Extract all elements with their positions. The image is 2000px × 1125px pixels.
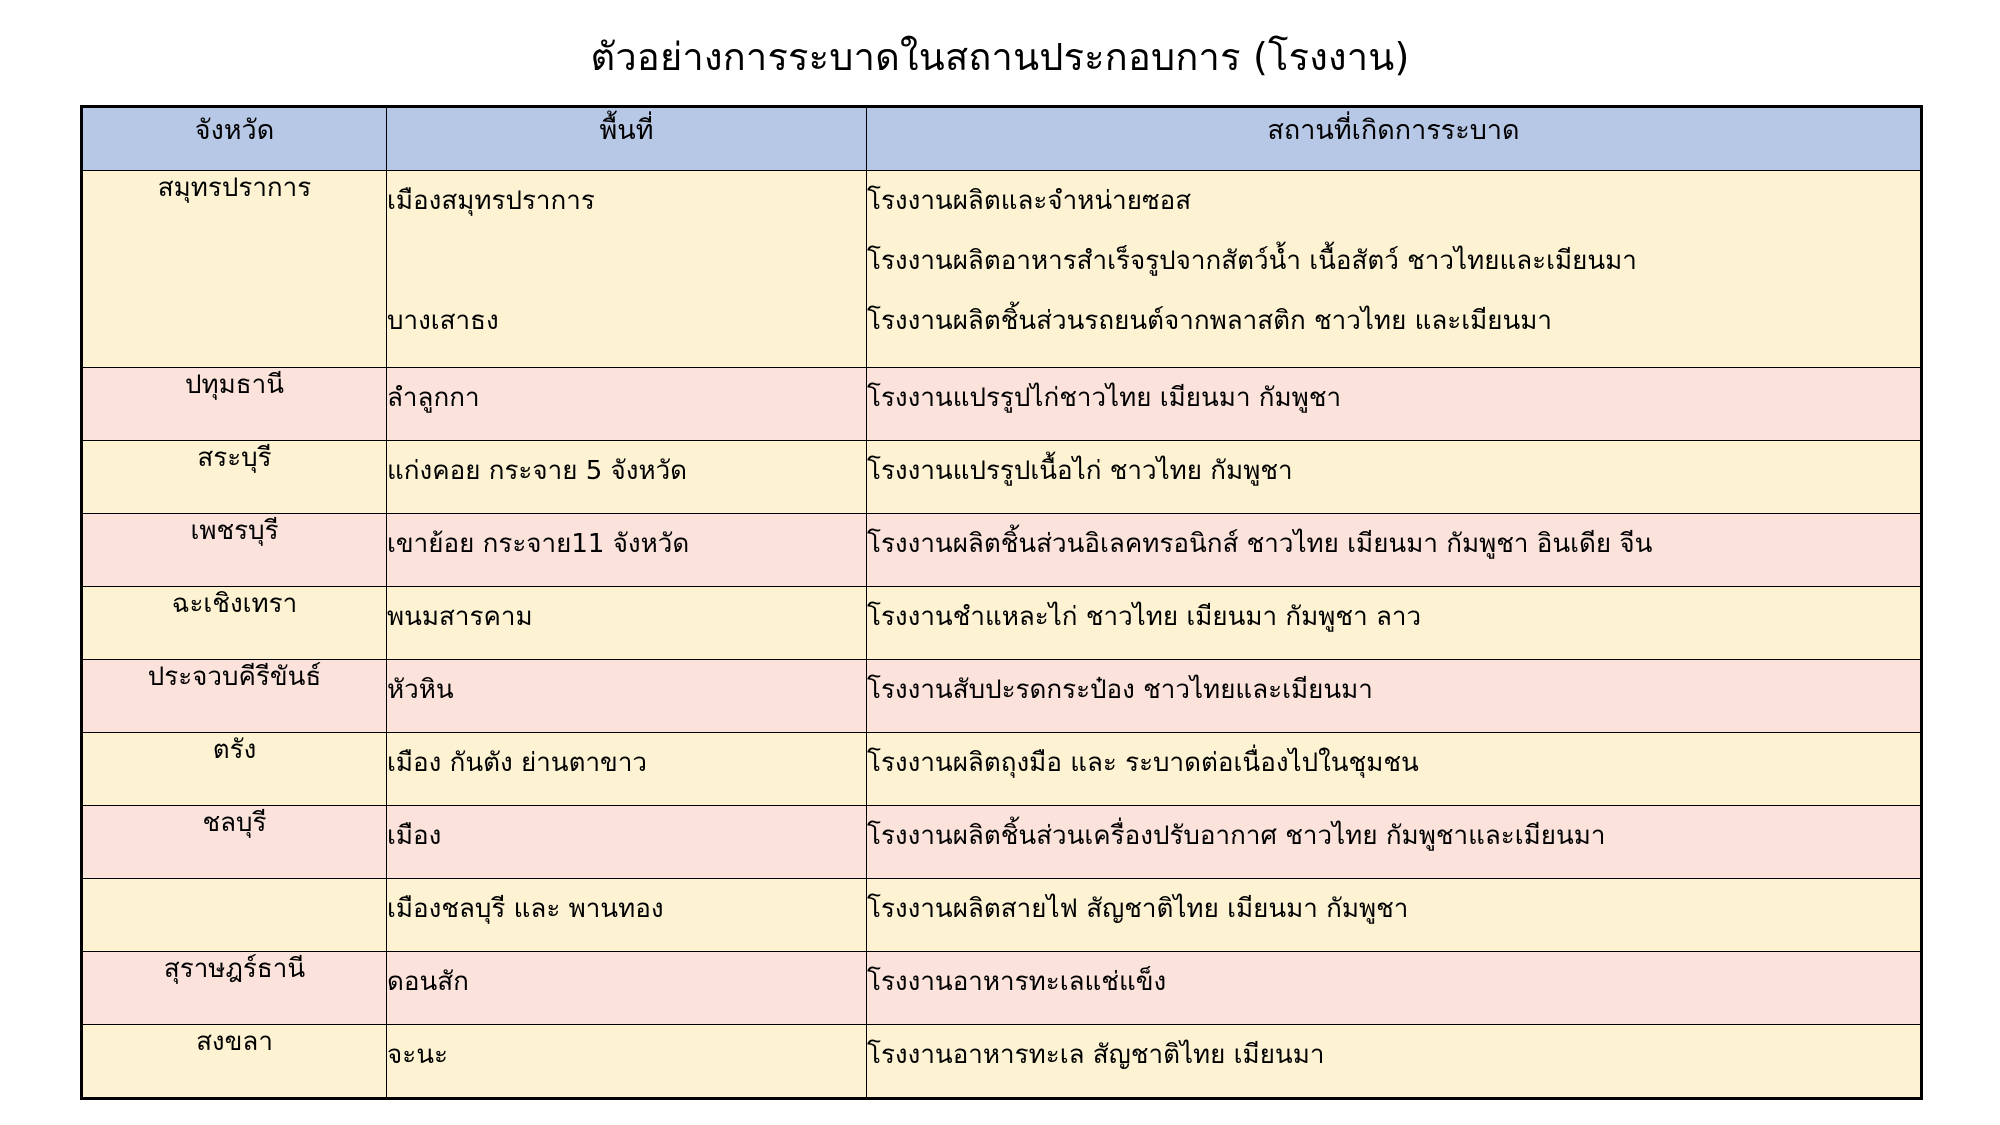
- table-row: [82, 171, 1922, 368]
- cell-province: ชลบุรี: [82, 806, 387, 879]
- place-line: โรงงานผลิตและจำหน่ายซอส: [867, 186, 1192, 216]
- table-row: [82, 879, 1922, 952]
- cell-area: [387, 514, 867, 587]
- place-line: โรงงานแปรรูปเนื้อไก่ ชาวไทย กัมพูชา: [867, 456, 1293, 486]
- cell-area: [387, 587, 867, 660]
- place-line: โรงงานแปรรูปไก่ชาวไทย เมียนมา กัมพูชา: [867, 383, 1342, 413]
- area-line: บางเสาธง: [387, 306, 499, 336]
- cell-place: [867, 368, 1922, 441]
- place-line: โรงงานผลิตชิ้นส่วนรถยนต์จากพลาสติก ชาวไทย และเมียนมา: [867, 306, 1553, 336]
- place-line: โรงงานผลิตอาหารสำเร็จรูปจากสัตว์น้ำ เนื้อสัตว์ ชาวไทยและเมียนมา: [867, 246, 1637, 276]
- area-line: ดอนสัก: [387, 967, 469, 997]
- place-line: โรงงานผลิตสายไฟ สัญชาติไทย เมียนมา กัมพูชา: [867, 894, 1409, 924]
- place-line: โรงงานอาหารทะเลแช่แข็ง: [867, 967, 1167, 997]
- area-line: หัวหิน: [387, 675, 454, 705]
- area-line: เมืองชลบุรี และ พานทอง: [387, 894, 664, 924]
- cell-area: [387, 171, 867, 368]
- table-container: [80, 105, 1920, 1100]
- area-line: จะนะ: [387, 1040, 448, 1070]
- cell-province: ตรัง: [82, 733, 387, 806]
- cell-area: [387, 441, 867, 514]
- area-line: เขาย้อย กระจาย11 จังหวัด: [387, 529, 690, 559]
- cell-area: [387, 1025, 867, 1099]
- table-header-row: [82, 107, 1922, 171]
- cell-place: [867, 660, 1922, 733]
- cell-province: ปทุมธานี: [82, 368, 387, 441]
- table-row: [82, 733, 1922, 806]
- cell-province: ฉะเชิงเทรา: [82, 587, 387, 660]
- cell-place: [867, 171, 1922, 368]
- cell-place: [867, 952, 1922, 1025]
- cell-area: [387, 879, 867, 952]
- cell-place: [867, 1025, 1922, 1099]
- table-header: [82, 107, 1922, 171]
- area-line: เมือง กันตัง ย่านตาขาว: [387, 748, 648, 778]
- table-row: [82, 660, 1922, 733]
- area-line: แก่งคอย กระจาย 5 จังหวัด: [387, 456, 688, 486]
- table-row: [82, 441, 1922, 514]
- place-line: โรงงานอาหารทะเล สัญชาติไทย เมียนมา: [867, 1040, 1325, 1070]
- place-line: โรงงานสับปะรดกระป๋อง ชาวไทยและเมียนมา: [867, 675, 1373, 705]
- page-title: ตัวอย่างการระบาดในสถานประกอบการ (โรงงาน): [590, 35, 1410, 79]
- cell-province: เพชรบุรี: [82, 514, 387, 587]
- area-line: เมือง: [387, 821, 442, 851]
- cell-province: ประจวบคีรีขันธ์: [82, 660, 387, 733]
- table-body: [82, 171, 1922, 1099]
- table-row: [82, 952, 1922, 1025]
- cell-place: [867, 514, 1922, 587]
- area-line: พนมสารคาม: [387, 602, 533, 632]
- cell-place: [867, 587, 1922, 660]
- cell-place: [867, 879, 1922, 952]
- cell-area: [387, 660, 867, 733]
- place-line: โรงงานผลิตชิ้นส่วนเครื่องปรับอากาศ ชาวไทย กัมพูชาและเมียนมา: [867, 821, 1606, 851]
- place-line: โรงงานผลิตถุงมือ และ ระบาดต่อเนื่องไปในชุมชน: [867, 748, 1419, 778]
- outbreak-table: [80, 105, 1923, 1100]
- cell-province: สงขลา: [82, 1025, 387, 1099]
- cell-area: [387, 806, 867, 879]
- cell-area: [387, 733, 867, 806]
- table-row: [82, 1025, 1922, 1099]
- cell-place: [867, 733, 1922, 806]
- place-line: โรงงานชำแหละไก่ ชาวไทย เมียนมา กัมพูชา ลาว: [867, 602, 1422, 632]
- cell-province: สระบุรี: [82, 441, 387, 514]
- cell-place: [867, 441, 1922, 514]
- area-line: [387, 231, 866, 291]
- column-header-province: จังหวัด: [82, 107, 387, 171]
- cell-province: [82, 879, 387, 952]
- column-header-place: สถานที่เกิดการระบาด: [867, 107, 1922, 171]
- place-line: โรงงานผลิตชิ้นส่วนอิเลคทรอนิกส์ ชาวไทย เมียนมา กัมพูชา อินเดีย จีน: [867, 529, 1653, 559]
- table-row: [82, 806, 1922, 879]
- table-row: [82, 514, 1922, 587]
- cell-area: [387, 952, 867, 1025]
- cell-province: สมุทรปราการ: [82, 171, 387, 368]
- area-line: เมืองสมุทรปราการ: [387, 186, 595, 216]
- area-line: ลำลูกกา: [387, 383, 480, 413]
- cell-area: [387, 368, 867, 441]
- table-row: [82, 587, 1922, 660]
- cell-province: สุราษฎร์ธานี: [82, 952, 387, 1025]
- cell-place: [867, 806, 1922, 879]
- column-header-area: พื้นที่: [387, 107, 867, 171]
- table-row: [82, 368, 1922, 441]
